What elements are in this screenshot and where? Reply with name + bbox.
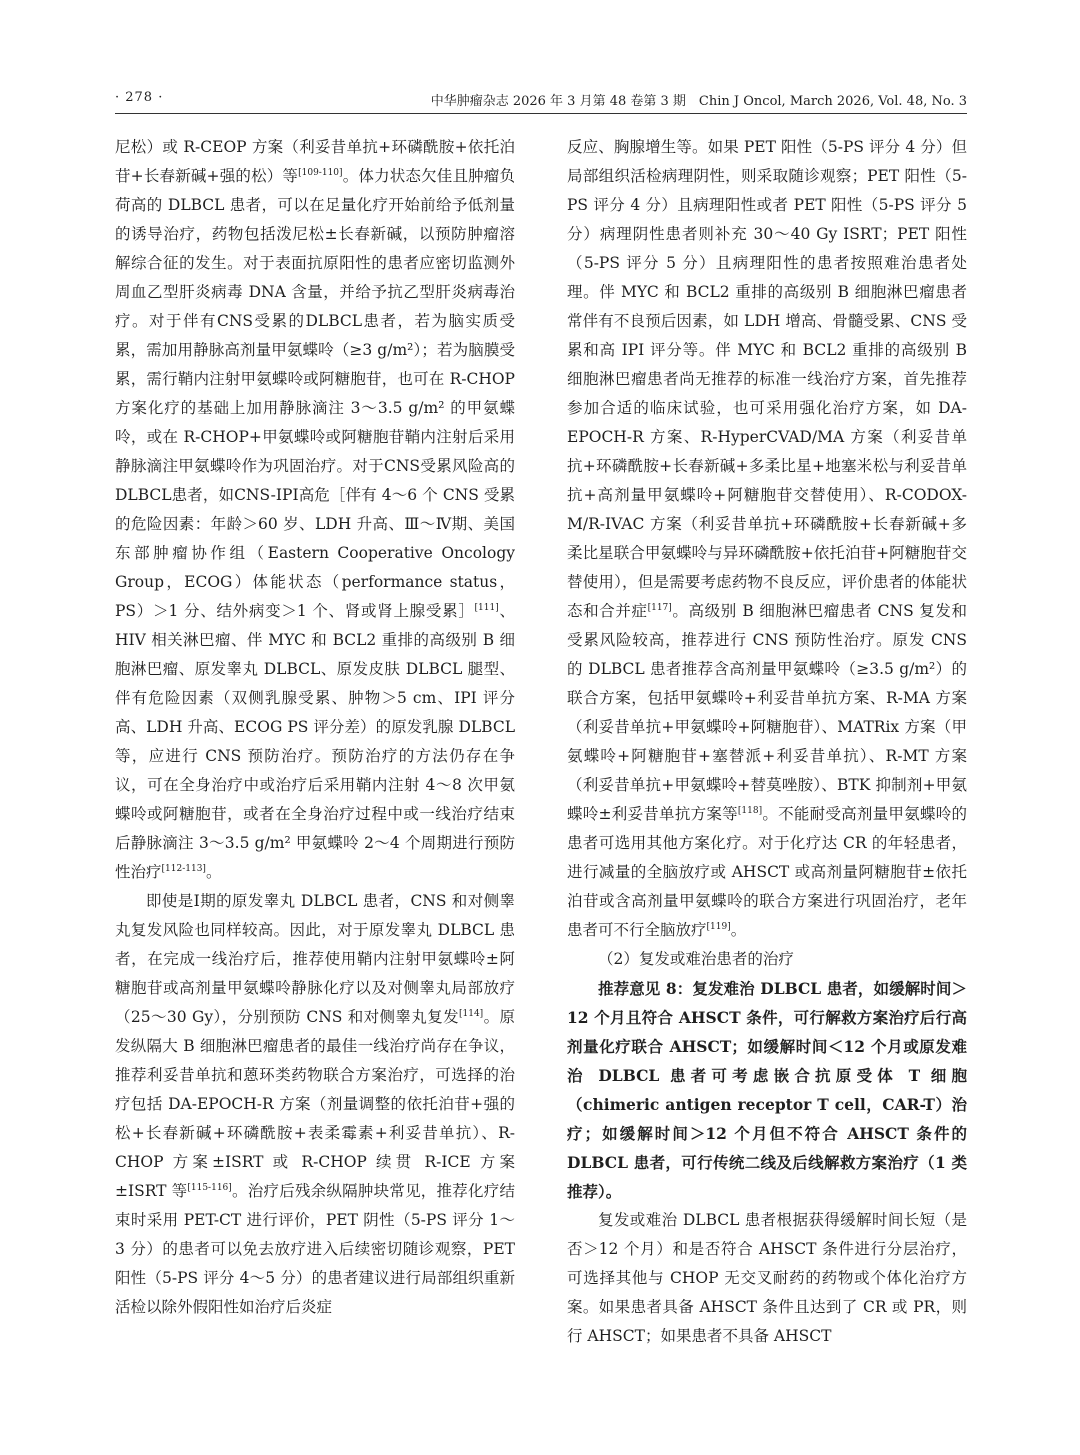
citation-ref[interactable]: [109-110] (298, 167, 343, 178)
running-header (115, 88, 967, 110)
citation-ref[interactable]: [119] (706, 921, 731, 932)
recommendation-8: 推荐意见 8：复发难治 DLBCL 患者，如缓解时间＞12 个月且符合 AHSCT 条件，可行解救方案治疗后行高剂量化疗联合 AHSCT；如缓解时间＜12 个月或原发难治 DLBCL 患者可考虑嵌合抗原受体 T 细胞（chimeric antigen receptor T cell，CAR-T）治疗；如缓解时间＞12 个月但不符合 AHSCT 条件的 DLBCL 患者，可行传统二线及后线解救方案治疗（1 类推荐）。 (567, 979, 967, 1201)
body-paragraph: 尼松）或 R-CEOP 方案（利妥昔单抗+环磷酰胺+依托泊苷+长春新碱+强的松）等[109-110]。体力状态欠佳且肿瘤负荷高的 DLBCL 患者，可以在足量化疗开始前给予低剂量的诱导治疗，药物包括泼尼松±长春新碱，以预防肿瘤溶解综合征的发生。对于表面抗原阳性的患者应密切监测外周血乙型肝炎病毒 DNA 含量，并给予抗乙型肝炎病毒治疗。对于伴有CNS受累的DLBCL患者，若为脑实质受累，需加用静脉高剂量甲氨蝶呤（≥3 g/m²）；若为脑膜受累，需行鞘内注射甲氨蝶呤或阿糖胞苷，也可在 R-CHOP 方案化疗的基础上加用静脉滴注 3～3.5 g/m² 的甲氨蝶呤，或在 R-CHOP+甲氨蝶呤或阿糖胞苷鞘内注射后采用静脉滴注甲氨蝶呤作为巩固治疗。对于CNS受累风险高的DLBCL患者，如CNS-IPI高危［伴有 4～6 个 CNS 受累的危险因素：年龄＞60 岁、LDH 升高、Ⅲ～Ⅳ期、美国东部肿瘤协作组（Eastern Cooperative Oncology Group，ECOG）体能状态（performance status，PS）＞1 分、结外病变＞1 个、肾或肾上腺受累］[111]、HIV 相关淋巴瘤、伴 MYC 和 BCL2 重排的高级别 B 细胞淋巴瘤、原发睾丸 DLBCL、原发皮肤 DLBCL 腿型、伴有危险因素（双侧乳腺受累、肿物＞5 cm、IPI 评分高、LDH 升高、ECOG PS 评分差）的原发乳腺 DLBCL 等，应进行 CNS 预防治疗。预防治疗的方法仍存在争议，可在全身治疗中或治疗后采用鞘内注射 4～8 次甲氨蝶呤或阿糖胞苷，或者在全身治疗过程中或一线治疗结束后静脉滴注 3～3.5 g/m² 甲氨蝶呤 2～4 个周期进行预防性治疗[112-113]。 (115, 138, 515, 881)
left-column (115, 133, 515, 1322)
page-number: · 278 · (115, 90, 164, 105)
citation-ref[interactable]: [115-116] (187, 1182, 232, 1193)
body-paragraph: 即使是Ⅰ期的原发睾丸 DLBCL 患者，CNS 和对侧睾丸复发风险也同样较高。因此，对于原发睾丸 DLBCL 患者，在完成一线治疗后，推荐使用鞘内注射甲氨蝶呤±阿糖胞苷或高剂量甲氨蝶呤静脉化疗以及对侧睾丸局部放疗（25～30 Gy），分别预防 CNS 和对侧睾丸复发[114]。原发纵隔大 B 细胞淋巴瘤患者的最佳一线治疗尚存在争议，推荐利妥昔单抗和蒽环类药物联合方案治疗，可选择的治疗包括 DA-EPOCH-R 方案（剂量调整的依托泊苷+强的松+长春新碱+环磷酰胺+表柔霉素+利妥昔单抗）、R-CHOP 方案±ISRT 或 R-CHOP 续贯 R-ICE 方案±ISRT 等[115-116]。治疗后残余纵隔肿块常见，推荐化疗结束时采用 PET-CT 进行评价，PET 阴性（5-PS 评分 1～3 分）的患者可以免去放疗进入后续密切随诊观察，PET 阳性（5-PS 评分 4～5 分）的患者建议进行局部组织重新活检以除外假阳性如治疗后炎症 (115, 892, 515, 1316)
body-paragraph: 反应、胸腺增生等。如果 PET 阳性（5-PS 评分 4 分）但局部组织活检病理阴性，则采取随诊观察；PET 阳性（5-PS 评分 4 分）且病理阳性或者 PET 阳性（5-PS 评分 5 分）病理阴性患者则补充 30～40 Gy ISRT；PET 阳性（5-PS 评分 5 分）且病理阳性的患者按照难治患者处理。伴 MYC 和 BCL2 重排的高级别 B 细胞淋巴瘤患者常伴有不良预后因素，如 LDH 增高、骨髓受累、CNS 受累和高 IPI 评分等。伴 MYC 和 BCL2 重排的高级别 B 细胞淋巴瘤患者尚无推荐的标准一线治疗方案，首先推荐参加合适的临床试验，也可采用强化治疗方案，如 DA-EPOCH-R 方案、R-HyperCVAD/MA 方案（利妥昔单抗+环磷酰胺+长春新碱+多柔比星+地塞米松与利妥昔单抗+高剂量甲氨蝶呤+阿糖胞苷交替使用）、R-CODOX-M/R-IVAC 方案（利妥昔单抗+环磷酰胺+长春新碱+多柔比星联合甲氨蝶呤与异环磷酰胺+依托泊苷+阿糖胞苷交替使用），但是需要考虑药物不良反应，评价患者的体能状态和合并症[117]。高级别 B 细胞淋巴瘤患者 CNS 复发和受累风险较高，推荐进行 CNS 预防性治疗。原发 CNS 的 DLBCL 患者推荐含高剂量甲氨蝶呤（≥3.5 g/m²）的联合方案，包括甲氨蝶呤+利妥昔单抗方案、R-MA 方案（利妥昔单抗+甲氨蝶呤+阿糖胞苷）、MATRix 方案（甲氨蝶呤+阿糖胞苷+塞替派+利妥昔单抗）、R-MT 方案（利妥昔单抗+甲氨蝶呤+替莫唑胺）、BTK 抑制剂+甲氨蝶呤±利妥昔单抗方案等[118]。不能耐受高剂量甲氨蝶呤的患者可选用其他方案化疗。对于化疗达 CR 的年轻患者，进行减量的全脑放疗或 AHSCT 或高剂量阿糖胞苷±依托泊苷或含高剂量甲氨蝶呤的联合方案进行巩固治疗，老年患者可不行全脑放疗[119]。 (567, 138, 967, 939)
citation-ref[interactable]: [117] (647, 602, 672, 613)
citation-ref[interactable]: [112-113] (161, 863, 206, 874)
right-column (567, 133, 967, 1351)
citation-ref[interactable]: [111] (474, 602, 499, 613)
section-subheading: （2）复发或难治患者的治疗 (598, 950, 794, 968)
journal-citation: 中华肿瘤杂志 2026 年 3 月第 48 卷第 3 期 Chin J Oncol, March 2026, Vol. 48, No. 3 (430, 94, 967, 109)
body-paragraph: 复发或难治 DLBCL 患者根据获得缓解时间长短（是否＞12 个月）和是否符合 AHSCT 条件进行分层治疗，可选择其他与 CHOP 无交叉耐药的药物或个体化治疗方案。如果患者具备 AHSCT 条件且达到了 CR 或 PR，则行 AHSCT；如果患者不具备 AHSCT (567, 1211, 967, 1345)
citation-ref[interactable]: [114] (458, 1008, 484, 1019)
citation-ref[interactable]: [118] (737, 805, 763, 816)
header-rule (115, 113, 967, 114)
